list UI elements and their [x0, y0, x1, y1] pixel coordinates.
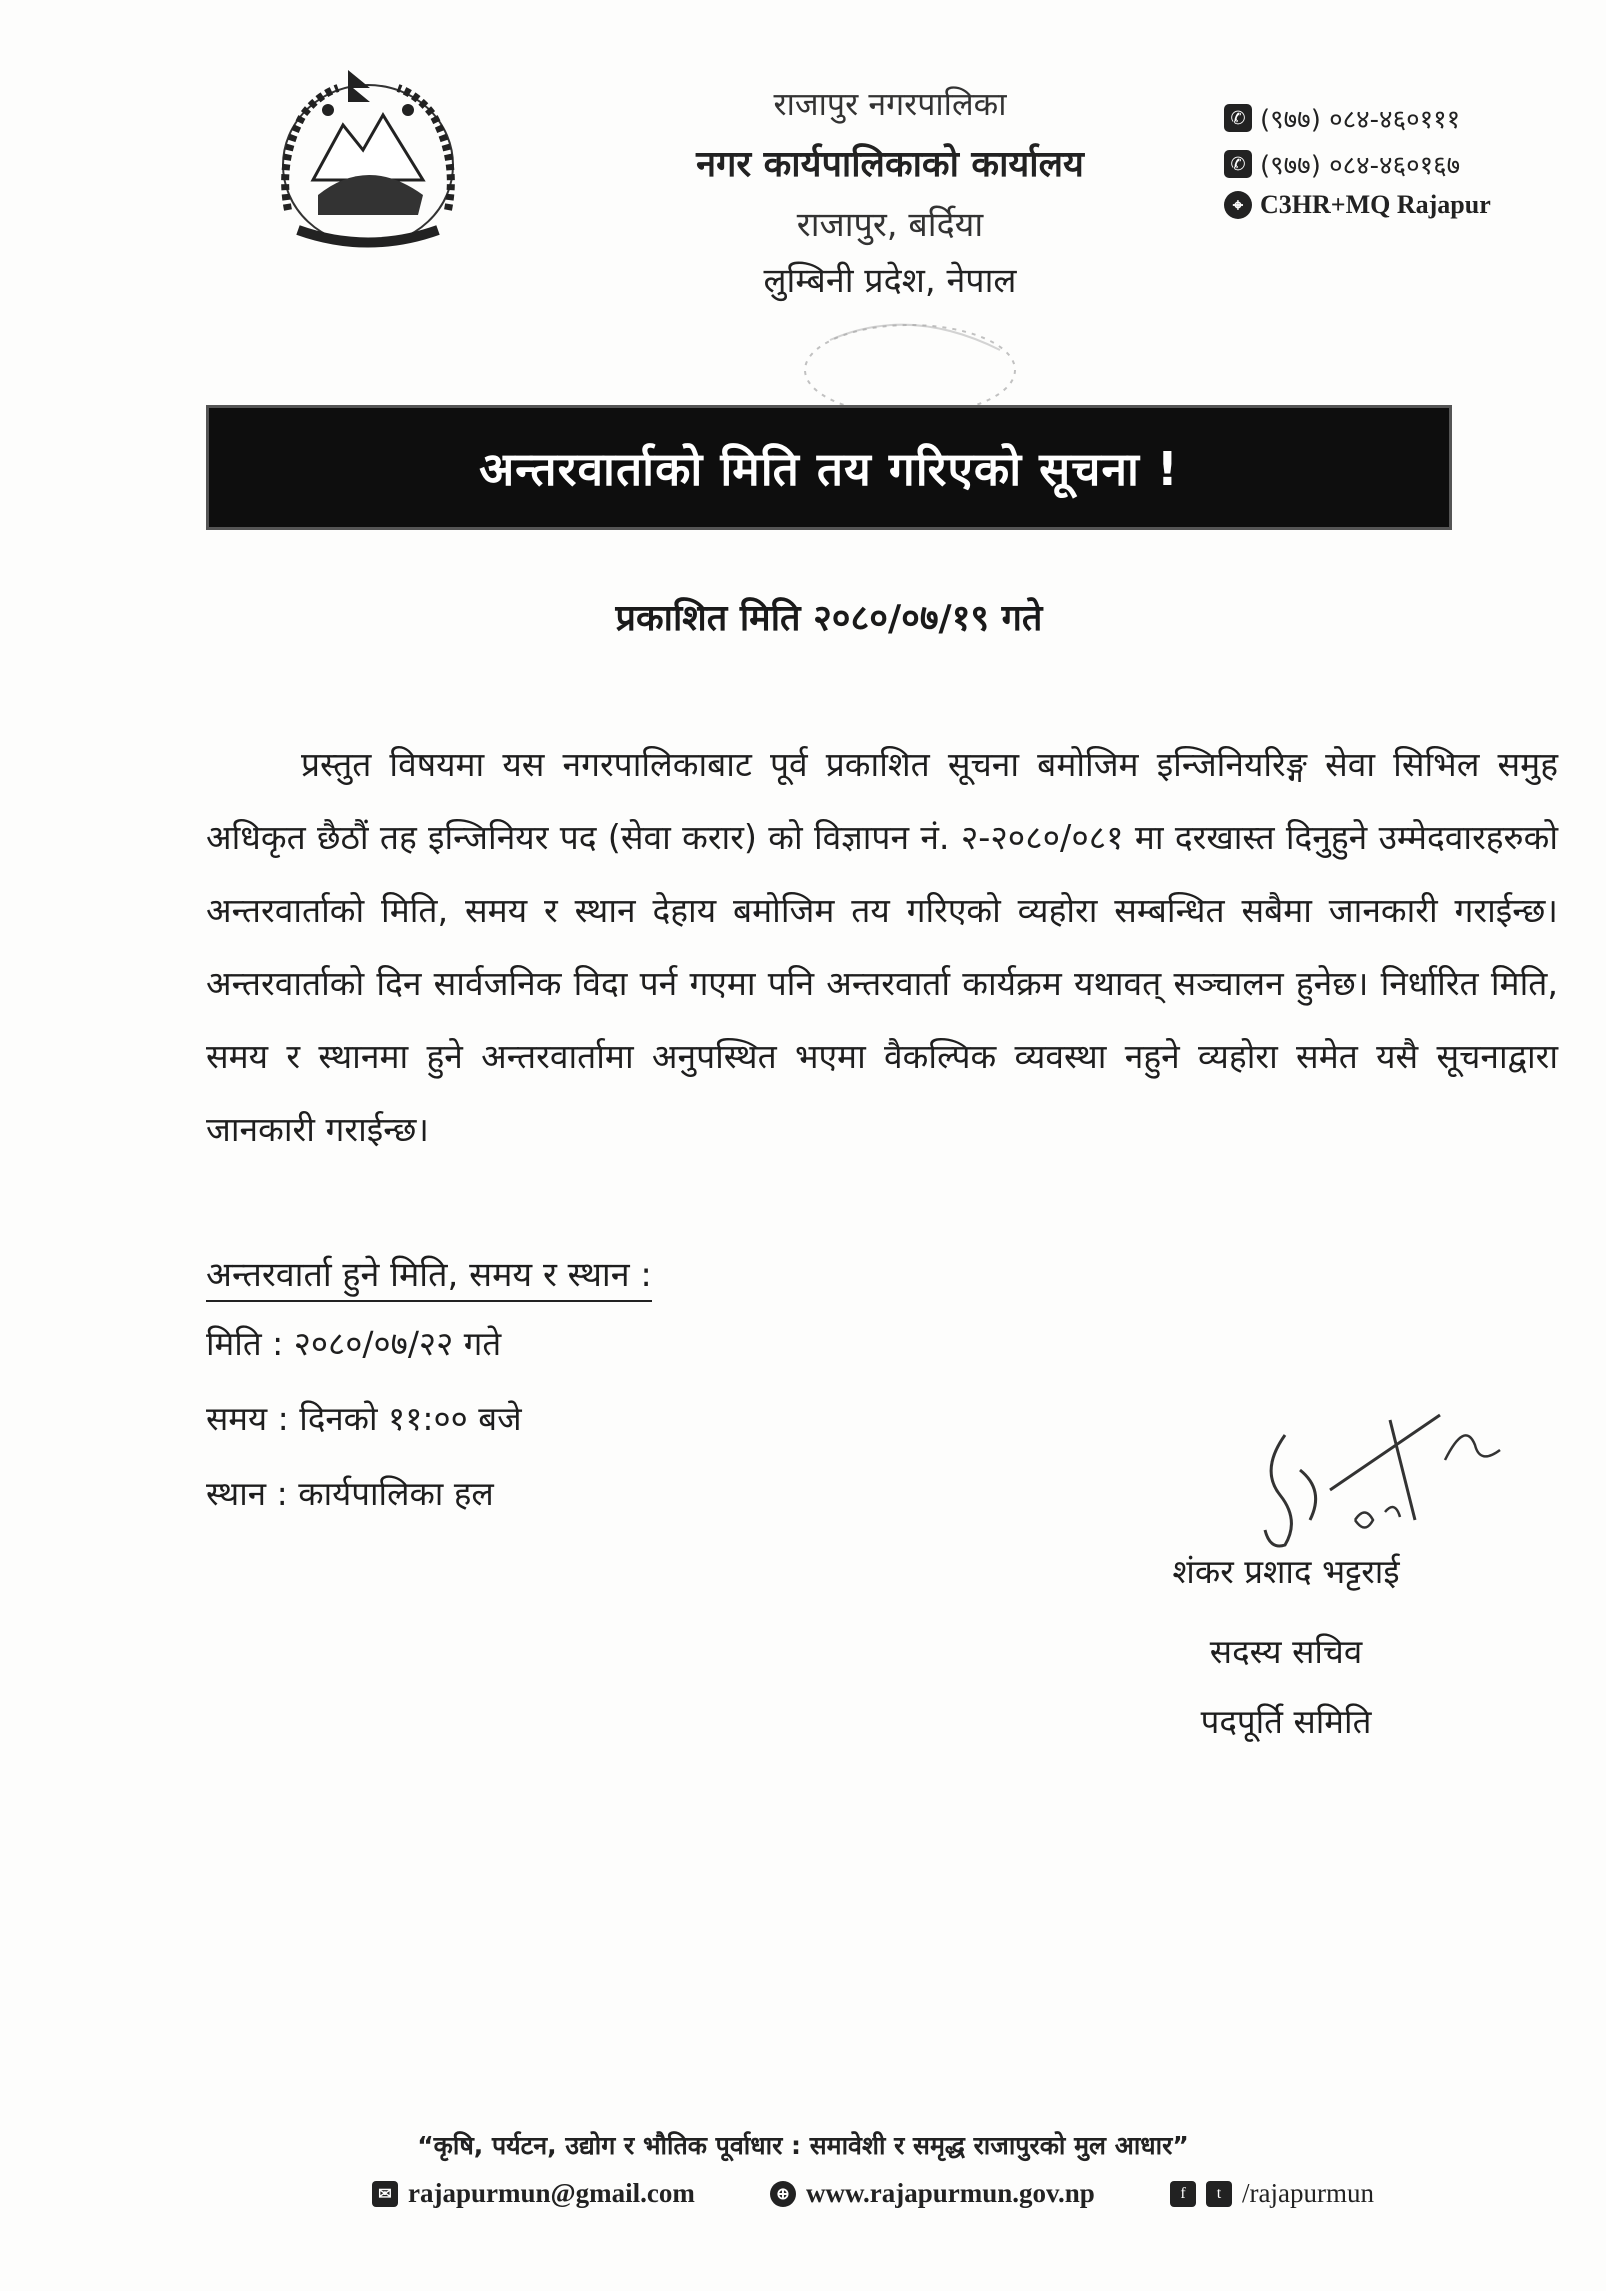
signatory-post: सदस्य सचिव	[1209, 1632, 1363, 1671]
contact-phone-1[interactable]	[1224, 100, 1460, 136]
phone-2-text: (९७७) ०८४-४६०१६७	[1260, 151, 1461, 181]
phone-icon: ✆	[1224, 104, 1252, 132]
website-text: www.rajapurmun.gov.np	[806, 2178, 1095, 2208]
notice-body	[206, 728, 1558, 1166]
office-location: राजापुर, बर्दिया	[796, 205, 984, 245]
footer-social[interactable]	[1170, 2178, 1374, 2209]
map-pin-icon: ⌖	[1224, 191, 1252, 219]
globe-icon: ⊕	[770, 2181, 796, 2207]
office-stamp	[770, 310, 1030, 420]
contact-map-code[interactable]	[1224, 190, 1491, 220]
facebook-icon: f	[1170, 2181, 1196, 2207]
nepal-emblem-logo	[258, 70, 478, 255]
notice-body-text: प्रस्तुत विषयमा यस नगरपालिकाबाट पूर्व प्रकाशित सूचना बमोजिम इन्जिनियरिङ्ग सेवा सिभिल समुह अधिकृत छैठौं तह इन्जिनियर पद (सेवा करार) को विज्ञापन नं. २-२०८०/०८१ मा दरखास्त दिनुहुने उम्मेदवारहरुको अन्तरवार्ताको मिति, समय र स्थान देहाय बमोजिम तय गरिएको व्यहोरा सम्बन्धित सबैमा जानकारी गराईन्छ। अन्तरवार्ताको दिन सार्वजनिक विदा पर्न गएमा पनि अन्तरवार्ता कार्यक्रम यथावत् सञ्चालन हुनेछ। निर्धारित मिति, समय र स्थानमा हुने अन्तरवार्तामा अनुपस्थित भएमा वैकल्पिक व्यवस्था नहुने व्यहोरा समेत यसै सूचनाद्वारा जानकारी गराईन्छ।	[206, 745, 1558, 1149]
notice-title-banner	[206, 405, 1452, 530]
schedule-date: मिति : २०८०/०७/२२ गते	[206, 1324, 502, 1363]
schedule-heading: अन्तरवार्ता हुने मिति, समय र स्थान :	[206, 1250, 652, 1302]
envelope-icon: ✉	[372, 2181, 398, 2207]
schedule-time: समय : दिनको ११:०० बजे	[206, 1399, 522, 1438]
signatory-name: शंकर प्रशाद भट्टराई	[1172, 1552, 1400, 1591]
contact-phone-2[interactable]	[1224, 146, 1460, 182]
signatory-committee: पदपूर्ति समिति	[1200, 1702, 1372, 1741]
phone-1-text: (९७७) ०८४-४६०१११	[1260, 105, 1461, 135]
footer-slogan: “कृषि, पर्यटन, उद्योग र भौतिक पूर्वाधार : समावेशी र समृद्ध राजापुरको मुल आधार”	[417, 2131, 1189, 2160]
social-handle: /rajapurmun	[1242, 2178, 1374, 2208]
handwritten-signature	[1240, 1400, 1540, 1555]
email-text: rajapurmun@gmail.com	[408, 2178, 695, 2208]
schedule-place: स्थान : कार्यपालिका हल	[206, 1474, 494, 1513]
phone-icon: ✆	[1224, 150, 1252, 178]
province-country: लुम्बिनी प्रदेश, नेपाल	[763, 261, 1017, 301]
twitter-icon: t	[1206, 2181, 1232, 2207]
notice-title: अन्तरवार्ताको मिति तय गरिएको सूचना !	[479, 441, 1179, 496]
published-date: प्रकाशित मिति २०८०/०७/१९ गते	[615, 598, 1043, 639]
municipality-name: राजापुर नगरपालिका	[773, 85, 1007, 123]
office-name: नगर कार्यपालिकाको कार्यालय	[696, 144, 1084, 185]
footer-email[interactable]	[372, 2178, 695, 2209]
map-code-text: C3HR+MQ Rajapur	[1260, 190, 1491, 219]
footer-website[interactable]	[770, 2178, 1095, 2209]
